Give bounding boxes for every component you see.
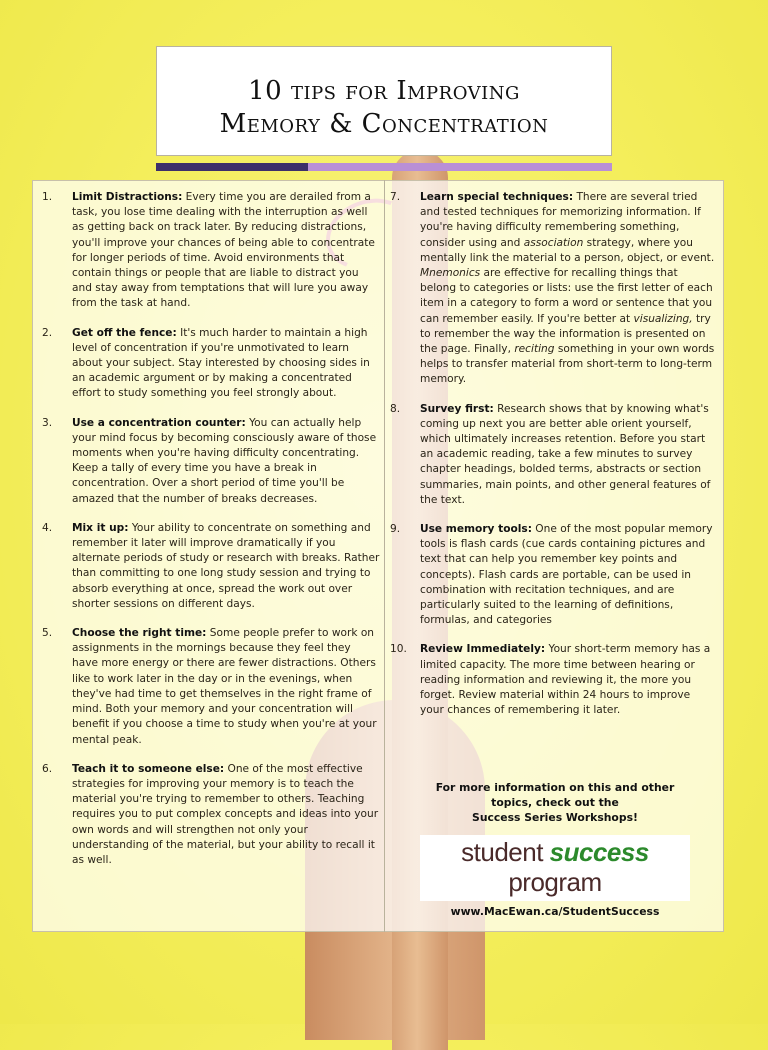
tip-text: Your ability to concentrate on something and remember it later will improve dramatically if you alternate periods of study or research with breaks. Rather than committing to one long study session and trying to absorb everything at once, spread the work out over shorter sessions on different days. xyxy=(72,521,380,610)
tip-label: Choose the right time: xyxy=(72,627,207,640)
tip-text: Your short-term memory has a limited capacity. The more time between hearing or reading information and reviewing it, the more you forget. Review material within 24 hours to improve your chances of remembering it later. xyxy=(420,643,711,717)
tip-number: 7. xyxy=(390,191,401,203)
tip-item xyxy=(390,402,716,508)
footer-promo xyxy=(420,780,690,918)
tip-label: Get off the fence: xyxy=(72,326,177,339)
tips-column-left xyxy=(42,190,380,882)
tip-text: There are several tried and tested techniques for memorizing information. If you're having difficulty remembering something, consider using and xyxy=(420,191,701,249)
tip-text: One of the most popular memory tools is flash cards (cue cards containing pictures and text that can help you remember key points and concepts). Flash cards are portable, can be used in combination with recitation techniques, and are particularly suited to the learning of definitions, formulas, and categories xyxy=(420,523,713,627)
tip-item xyxy=(42,626,380,748)
tip-label: Mix it up: xyxy=(72,521,129,534)
tip-number: 2. xyxy=(42,326,53,339)
tip-emphasis: association xyxy=(523,236,584,249)
tip-text: are effective for recalling things that belong to categories or lists: use the first letter of each item in a category to form a word or sentence that you can remember easily. If you're better at xyxy=(420,267,713,325)
tip-number: 6. xyxy=(42,762,53,775)
tip-text: strategy, where you mentally link the material to a person, object, or event. xyxy=(420,236,715,264)
tip-number: 8. xyxy=(390,402,401,415)
tip-label: Teach it to someone else: xyxy=(72,762,225,775)
tip-number: 5. xyxy=(42,627,53,640)
tip-text: Every time you are derailed from a task, you lose time dealing with the interruption as well as getting back on track later. By reducing distractions, you'll improve your chances of being able to concentrate for longer periods of time. Avoid environments that contain things or people that are liable to distract you and stay away from temptations that will lure you away from the task at hand. xyxy=(72,191,375,310)
tip-text: Some people prefer to work on assignments in the mornings because they feel they have more energy or there are fewer distractions. Others like to work later in the day or in the evenings, when they've had time to get themselves in the right frame of mind. Both your memory and your concentration will benefit if you choose a time to study when you're at your mental peak. xyxy=(72,627,377,746)
tip-text: It's much harder to maintain a high level of concentration if you're unmotivated to learn about your subject. Stay interested by choosing sides in an academic argument or by making a concentrated effort to study something you feel strongly about. xyxy=(72,326,370,400)
column-divider xyxy=(384,180,385,932)
tip-item xyxy=(42,762,380,868)
tip-number: 9. xyxy=(390,523,401,536)
tip-number: 10. xyxy=(390,643,407,656)
tip-text: Research shows that by knowing what's coming up next you are better able orient yourself, which ultimately increases retention. Before you start an academic reading, take a few minutes to survey chapter headings, bolded terms, abstracts or section summaries, main points, and other general features of the text. xyxy=(420,402,711,506)
tip-number: 1. xyxy=(42,191,53,203)
title-accent-bar-dark xyxy=(156,163,308,171)
tip-emphasis: reciting xyxy=(514,343,555,356)
tip-emphasis: Mnemonics xyxy=(420,267,481,280)
logo-word-student: student xyxy=(461,837,550,867)
tip-item xyxy=(42,190,380,312)
website-url: www.MacEwan.ca/StudentSuccess xyxy=(450,905,660,918)
logo-word-success: success xyxy=(549,837,649,867)
footer-info-line-1: For more information on this and other xyxy=(435,781,675,794)
tip-label: Limit Distractions: xyxy=(72,191,183,203)
tip-item xyxy=(390,522,716,628)
tip-emphasis: visualizing, xyxy=(633,312,693,325)
title-line-1: 10 tips for Improving xyxy=(248,76,520,106)
tips-column-right xyxy=(390,190,716,733)
tip-label: Use a concentration counter: xyxy=(72,416,246,429)
tip-text: You can actually help your mind focus by becoming consciously aware of those moments when you're having difficulty concentrating. Keep a tally of every time you have a break in concentration. Over a short period of time you'll be amazed that the number of breaks decreases. xyxy=(72,416,377,505)
tip-label: Review Immediately: xyxy=(420,643,546,656)
title-line-2: Memory & Concentration xyxy=(219,109,549,139)
tip-text: try to remember the way the information is presented on the page. Finally, xyxy=(420,312,711,356)
tip-item xyxy=(390,642,716,718)
tip-text: something in your own words helps to transfer material from short-term to long-term memory. xyxy=(420,343,715,386)
footer-info-line-2: topics, check out the xyxy=(491,796,619,809)
tip-item xyxy=(42,416,380,507)
logo-word-program: program xyxy=(508,867,602,897)
tip-item xyxy=(42,326,380,402)
student-success-program-logo xyxy=(420,835,690,901)
tip-label: Learn special techniques: xyxy=(420,191,574,203)
tip-text: One of the most effective strategies for improving your memory is to teach the material you're trying to remember to others. Teaching requires you to put complex concepts and ideas into your own words and will strengthen not only your understanding of the material, but your ability to recall it as well. xyxy=(72,762,379,866)
tip-item xyxy=(390,190,716,388)
tip-item xyxy=(42,521,380,612)
title-accent-bar-light xyxy=(308,163,612,171)
footer-info-line-3: Success Series Workshops! xyxy=(472,811,638,824)
tip-label: Survey first: xyxy=(420,402,494,415)
tip-number: 4. xyxy=(42,521,53,534)
tip-label: Use memory tools: xyxy=(420,523,532,536)
title-box xyxy=(156,46,612,156)
tip-number: 3. xyxy=(42,416,53,429)
